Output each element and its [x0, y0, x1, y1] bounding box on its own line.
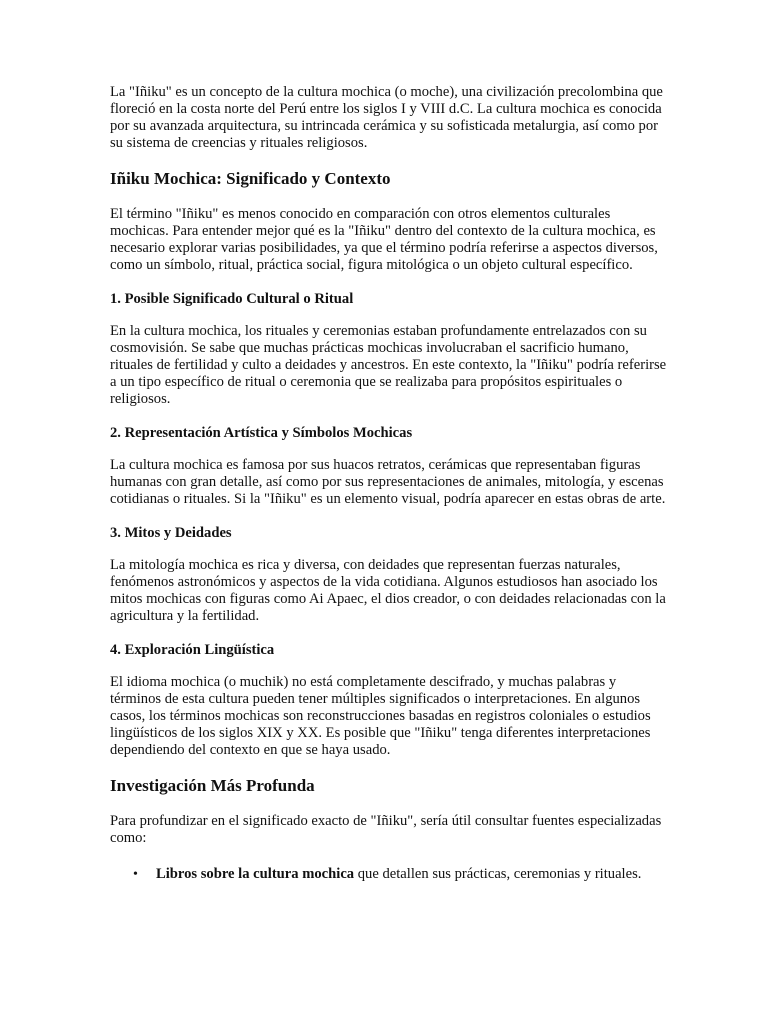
subsection-heading-arte: 2. Representación Artística y Símbolos Mochicas: [110, 425, 413, 441]
section-paragraph-significado: El término "Iñiku" es menos conocido en comparación con otros elementos culturales mochicas. Para entender mejor qué es la "Iñiku" dentro del contexto de la cultura mochica, es necesario explorar varias posibilidades, ya que el término podría referirse a aspectos diversos, como un símbolo, ritual, práctica social, figura mitológica o un objeto cultural específico.: [110, 206, 658, 273]
section-paragraph-investigacion: Para profundizar en el significado exacto de "Iñiku", sería útil consultar fuentes especializadas como:: [110, 813, 662, 846]
list-item-bold: Libros sobre la cultura mochica: [156, 866, 355, 882]
intro-paragraph: La "Iñiku" es un concepto de la cultura mochica (o moche), una civilización precolombina que floreció en la costa norte del Perú entre los siglos I y VIII d.C. La cultura mochica es conocida por su avanzada arquitectura, su intrincada cerámica y su sofisticada metalurgia, así como por su sistema de creencias y rituales religiosos.: [110, 84, 663, 151]
subsection-heading-linguistica: 4. Exploración Lingüística: [110, 642, 275, 658]
bullet-icon: •: [133, 867, 138, 882]
subsection-heading-ritual: 1. Posible Significado Cultural o Ritual: [110, 291, 354, 307]
section-heading-investigacion: Investigación Más Profunda: [110, 776, 315, 795]
subsection-heading-mitos: 3. Mitos y Deidades: [110, 525, 232, 541]
subsection-text-arte: La cultura mochica es famosa por sus huacos retratos, cerámicas que representaban figuras humanas con gran detalle, así como por sus representaciones de animales, mitología, y escenas cotidianas o rituales. Si la "Iñiku" es un elemento visual, podría aparecer en estas obras de arte.: [110, 457, 666, 507]
list-item-text: que detallen sus prácticas, ceremonias y rituales.: [354, 866, 642, 882]
section-heading-significado: Iñiku Mochica: Significado y Contexto: [110, 169, 391, 188]
subsection-text-linguistica: El idioma mochica (o muchik) no está completamente descifrado, y muchas palabras y términos de esta cultura pueden tener múltiples significados o interpretaciones. En algunos casos, los términos mochicas son reconstrucciones basadas en registros coloniales o estudios lingüísticos de los siglos XIX y XX. Es posible que "Iñiku" tenga diferentes interpretaciones dependiendo del contexto en que se haya usado.: [110, 674, 651, 758]
subsection-text-ritual: En la cultura mochica, los rituales y ceremonias estaban profundamente entrelazados con su cosmovisión. Se sabe que muchas prácticas mochicas involucraban el sacrificio humano, rituales de fertilidad y culto a deidades y ancestros. En este contexto, la "Iñiku" podría referirse a un tipo específico de ritual o ceremonia que se realizaba para propósitos espirituales o religiosos.: [110, 323, 667, 407]
list-item: [133, 866, 668, 883]
sources-list: [110, 866, 668, 883]
subsection-text-mitos: La mitología mochica es rica y diversa, con deidades que representan fuerzas naturales, fenómenos astronómicos y aspectos de la vida cotidiana. Algunos estudiosos han asociado los mitos mochicas con figuras como Ai Apaec, el dios creador, o con deidades relacionadas con la agricultura y la fertilidad.: [110, 557, 666, 624]
